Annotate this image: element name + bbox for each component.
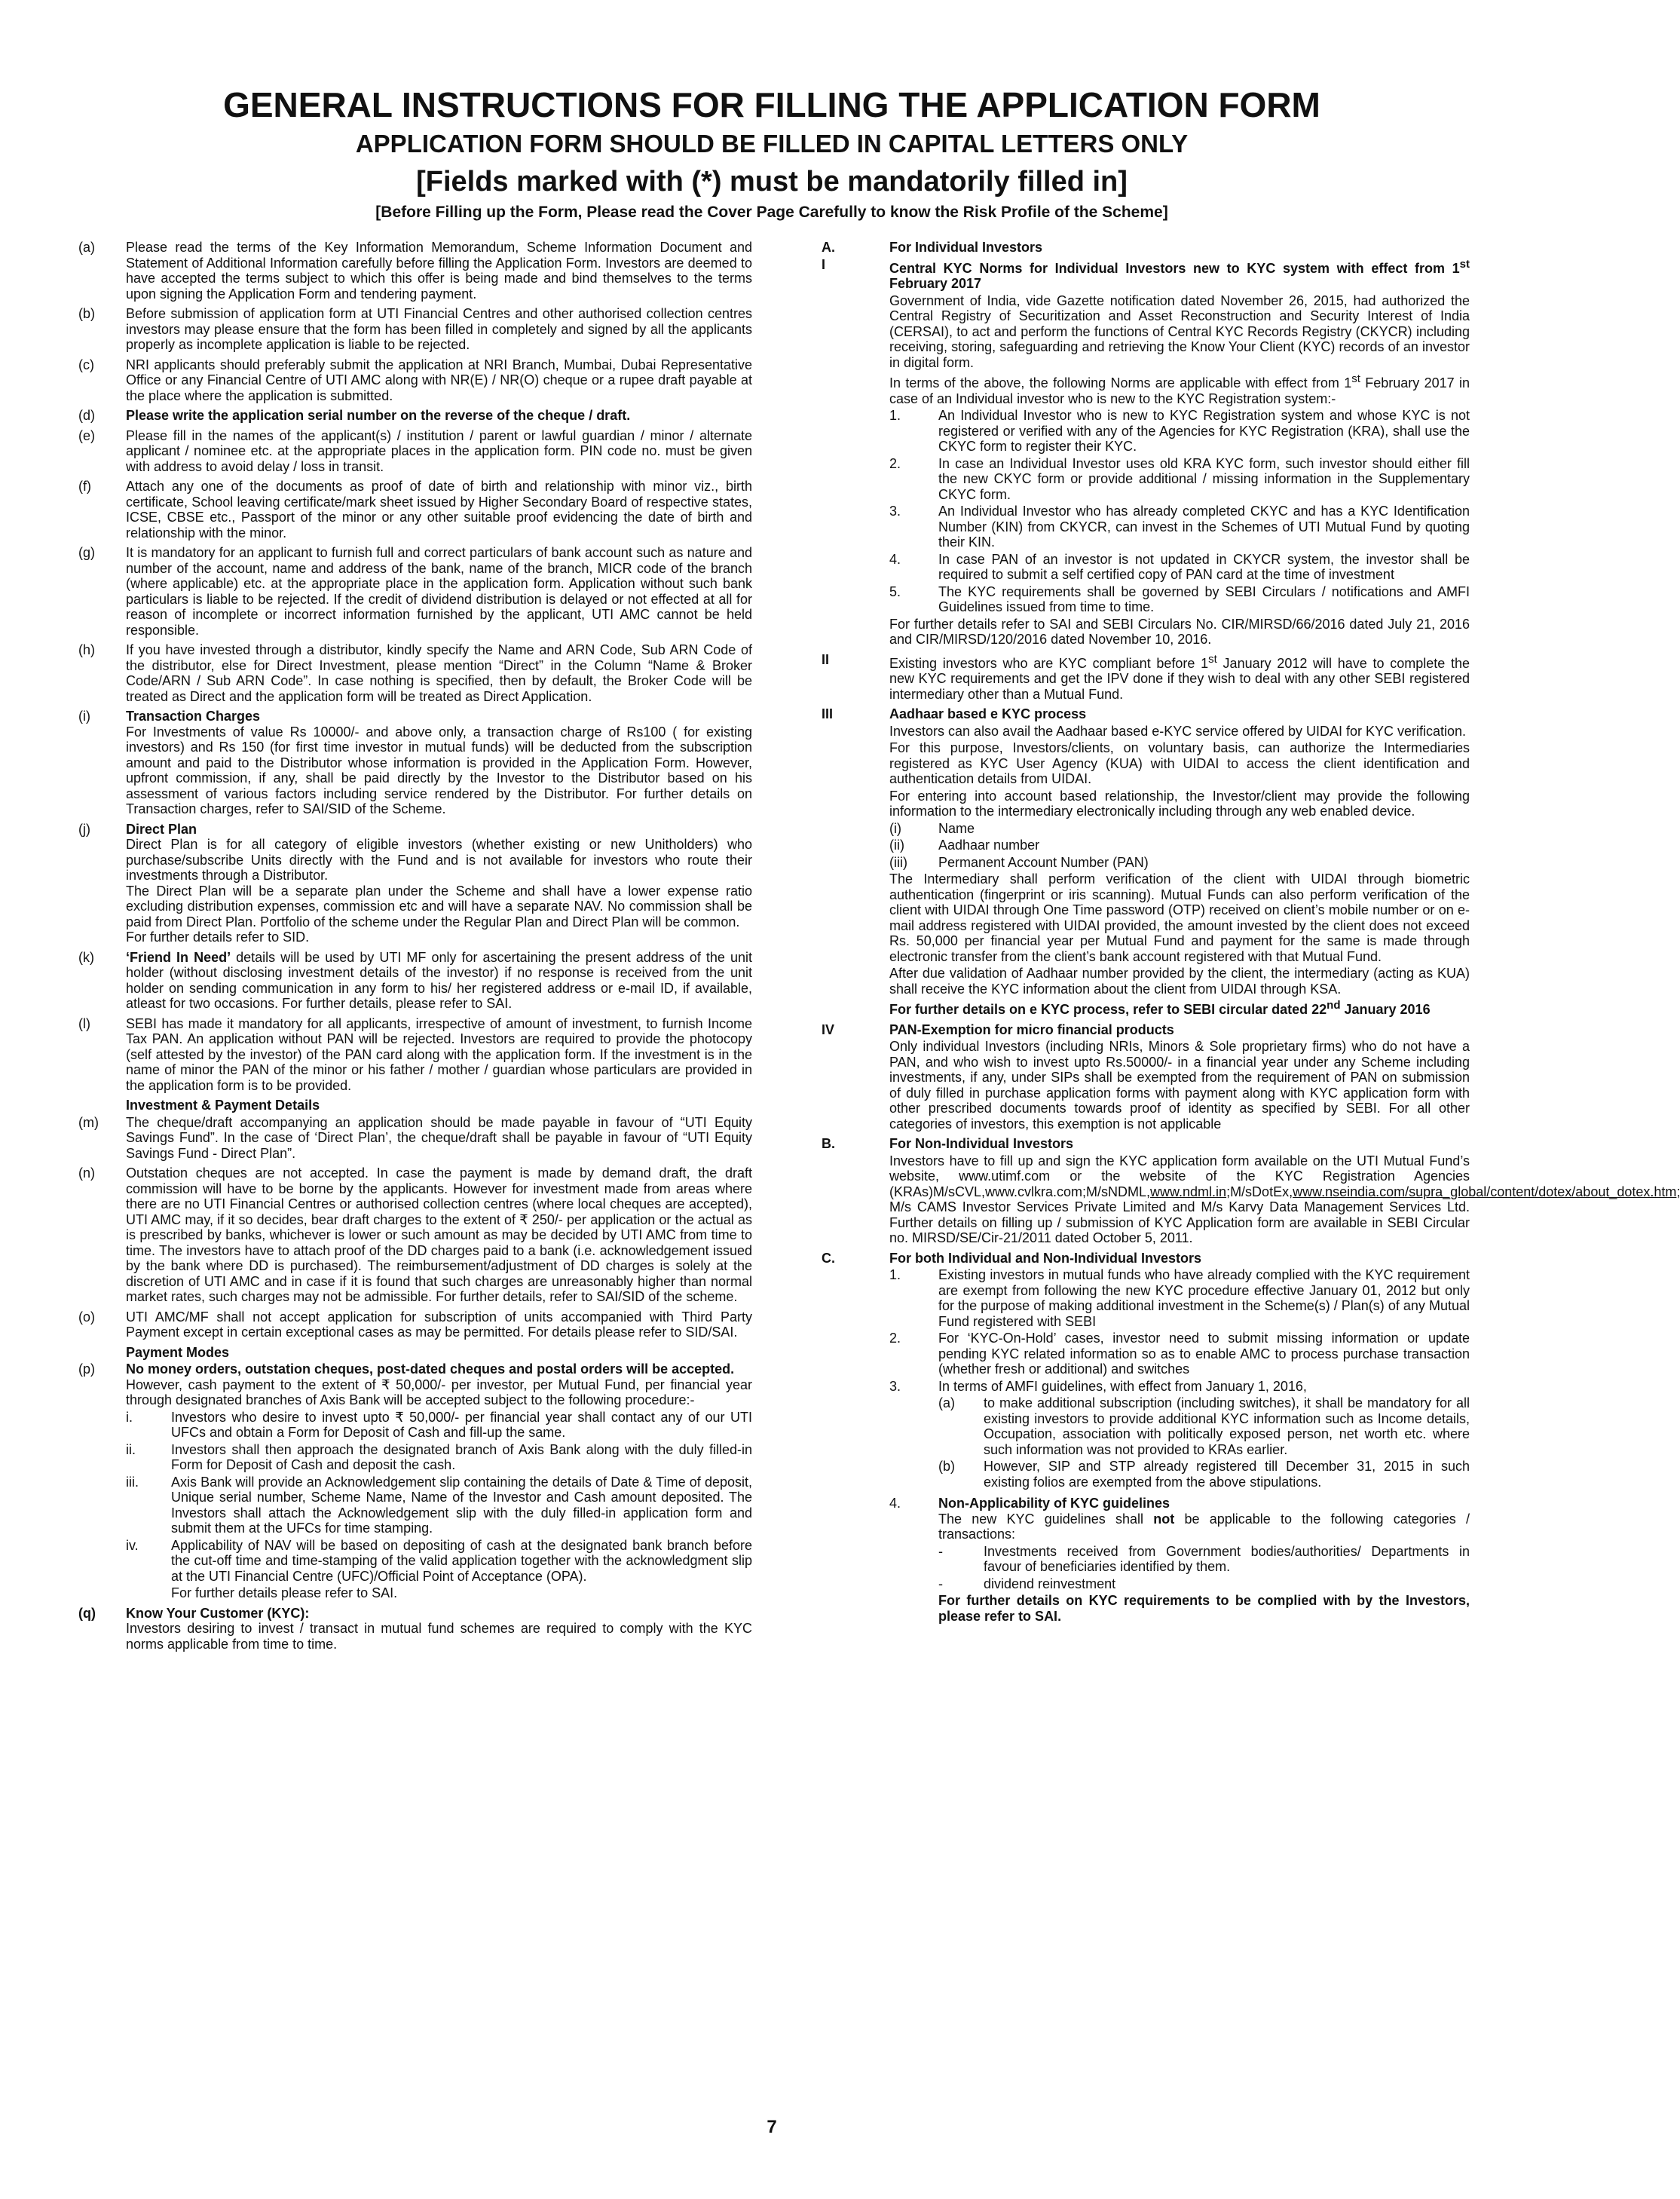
section-c: C. For both Individual and Non-Individual Investors 1. Existing investors in mutual funds who have already complied with the KYC requirement are exempt from following the new KYC procedure effective January 01, 2012 but only for the purpose of making additional investment in the Scheme(s) / Plan(s) of any Mutual Fund registered with SEBI 2. For ‘KYC-On-Hold’ cases, investor need to submit missing information or update pending KYC related information so as to enable AMC to process purchase transaction (whether fresh or additional) and switches 3. In terms of AMFI guidelines, with effect from January 1, 2016, (a) to make additional subscription (including switches), it shall be mandatory for all existing investors to provide additional KYC information such as Income details, Occupation, association with politically exposed person, net worth etc. where such information was not provided to KRAs earlier. (b) However, SIP and STP already registered till December 31, 2015 in such existing folios are exempted from the above stipulations. 4. Non-Applicability of KYC guidelines The new KYC guidelines shall not be applicable to the following categories / transactions: - Investments received from Government bodies/authorities/ Departments in favour of beneficiaries identified by them. - dividend reinvestment For further details on KYC requirements to be complied with by the Investors, please refer to SAI. <box>822 1250 1470 1624</box>
instruction-f: (f) Attach any one of the documents as proof of date of birth and relationship with minor viz., birth certificate, School leaving certificate/mark sheet issued by Higher Secondary Board of respective states, ICSE, CBSE etc., Passport of the minor or any other suitable proof evidencing the date of birth and relationship with the minor. <box>78 479 752 541</box>
investment-payment-heading: Investment & Payment Details <box>126 1098 320 1113</box>
instruction-o: (o) UTI AMC/MF shall not accept application for subscription of units accompanied with Third Party Payment except in certain exceptional cases as may be permitted. For details please refer to SID/SAI. <box>78 1309 752 1340</box>
cash-step-1: i. Investors who desire to invest upto ₹ 50,000/- per financial year shall contact any of our UTI UFCs and obtain a Form for Deposit of Cash and fill-up the same. <box>126 1409 752 1440</box>
section-b: B. For Non-Individual Investors Investors have to fill up and sign the KYC application form available on the UTI Mutual Fund’s website, www.utimf.com or the website of the KYC Registration Agencies (KRAs)M/sCVL,www.cvlkra.com;M/sNDML,www.ndml.in;M/sDotEx,www.nseindia.com/supra_global/content/dotex/about_dotex.htm; M/s CAMS Investor Services Private Limited and M/s Karvy Data Management Services Ltd. Further details on filling up / submission of KYC Application form are available in SEBI Circular no. MIRSD/SE/Cir-21/2011 dated October 5, 2011. <box>822 1136 1680 1245</box>
instruction-d: (d) Please write the application serial number on the reverse of the cheque / draft. <box>78 408 631 423</box>
instruction-i: (i) Transaction Charges For Investments of value Rs 10000/- and above only, a transaction charge of Rs100 ( for existing investors) and Rs 150 (for first time investor in mutual funds) will be deducted from the subscription amount and paid to the Distributor whose information is provided in the Application Form. However, upfront commission, if any, shall be paid directly by the Investor to the Distributor based on his assessment of various factors including service rendered by the Distributor. For further details on Transaction charges, refer to SAI/SID of the Scheme. <box>78 709 752 816</box>
aadhaar-heading: Aadhaar based e KYC process <box>889 706 1087 721</box>
page-number: 7 <box>767 2117 777 2137</box>
section-i: I Central KYC Norms for Individual Investors new to KYC system with effect from 1st February 2017 Government of India, vide Gazette notification dated November 26, 2015, had authorized the Central Registry of Securitization and Asset Reconstruction and Security Interest of India (CERSAI), to act and perform the functions of Central KYC Records Registry (CKYCR) including receiving, storing, safeguarding and retrieving the Know Your Client (KYC) records of an investor in digital form. In terms of the above, the following Norms are applicable with effect from 1st February 2017 in case of an Individual investor who is new to the KYC Registration system:- 1. An Individual Investor who is new to KYC Registration system and whose KYC is not registered or verified with any of the Agencies for KYC Registration (KRA), shall use the CKYC form to register their KYC. 2. In case an Individual Investor uses old KRA KYC form, such investor should either fill the new CKYC form or provide additional / missing information in the Supplementary CKYC form. 3. An Individual Investor who has already completed CKYC and has a KYC Identification Number (KIN) from CKYCR, can invest in the Schemes of UTI Mutual Fund by quoting their KIN. 4. In case PAN of an investor is not updated in CKYCR system, the investor shall be required to submit a self certified copy of PAN card at the time of investment 5. The KYC requirements shall be governed by SEBI Circulars / notifications and AMFI Guidelines issued from time to time. For further details refer to SAI and SEBI Circulars No. CIR/MIRSD/66/2016 dated July 21, 2016 and CIR/MIRSD/120/2016 dated November 10, 2016. <box>822 256 1470 647</box>
non-individual-heading: For Non-Individual Investors <box>889 1136 1074 1151</box>
left-column <box>78 240 752 1656</box>
section-a: A. For Individual Investors <box>822 240 1043 255</box>
dotex-link[interactable]: www.nseindia.com/supra_global/content/dotex/about_dotex.htm <box>1293 1184 1677 1199</box>
transaction-charges-heading: Transaction Charges <box>126 709 261 724</box>
cash-step-2: ii. Investors shall then approach the designated branch of Axis Bank along with the duly filled-in Form for Deposit of Cash and deposit the cash. <box>126 1441 752 1472</box>
ckyc-norm-3: 3. An Individual Investor who has already completed CKYC and has a KYC Identification Number (KIN) from CKYCR, can invest in the Schemes of UTI Mutual Fund by quoting their KIN. <box>889 504 1470 550</box>
ndml-link[interactable]: www.ndml.in <box>1150 1184 1227 1199</box>
payment-modes-heading: Payment Modes <box>126 1344 230 1360</box>
instruction-k: (k) ‘Friend In Need’ details will be used by UTI MF only for ascertaining the present address of the unit holder (without disclosing investment details of the investor) if no response is received from the unit holder on sending communication in any form to his/ her registered address or e-mail ID, if available, atleast for two occasions. For further details, please refer to SAI. <box>78 949 752 1011</box>
direct-plan-heading: Direct Plan <box>126 821 197 837</box>
cover-note: [Before Filling up the Form, Please read the Cover Page Carefully to know the Risk Profile of the Scheme] <box>375 204 1168 221</box>
pan-exemption-heading: PAN-Exemption for micro financial products <box>889 1021 1174 1037</box>
instruction-a: (a) Please read the terms of the Key Information Memorandum, Scheme Information Document and Statement of Additional Information carefully before filling the Application Form. Investors are deemed to have accepted the terms subject to which this offer is being made and bind themselves to the terms upon signing the Application Form and tendering payment. <box>78 240 752 302</box>
ckyc-norm-1: 1. An Individual Investor who is new to KYC Registration system and whose KYC is not registered or verified with any of the Agencies for KYC Registration (KRA), shall use the CKYC form to register their KYC. <box>889 408 1470 454</box>
instruction-g: (g) It is mandatory for an applicant to furnish full and correct particulars of bank account such as nature and number of the account, name and address of the bank, name of the branch, MICR code of the branch (where applicable) etc. at the appropriate place in the application form. Application without such bank particulars is liable to be rejected. If the credit of dividend distribution is delayed or not effected at all for reason of incomplete or incorrect information furnished by the applicant, UTI AMC cannot be held responsible. <box>78 545 752 638</box>
instruction-l: (l) SEBI has made it mandatory for all applicants, irrespective of amount of investment, to furnish Income Tax PAN. An application without PAN will be rejected. Investors are required to provide the photocopy (self attested by the investor) of the PAN card along with the application form. If the investment is in the name of minor the PAN of the minor or his father / mother / guardian whose particulars are provided in the application form is to be provided. <box>78 1015 752 1093</box>
ckyc-norm-5: 5. The KYC requirements shall be governed by SEBI Circulars / notifications and AMFI Guidelines issued from time to time. <box>889 583 1470 614</box>
page-title: GENERAL INSTRUCTIONS FOR FILLING THE APPLICATION FORM <box>223 85 1320 124</box>
right-column <box>822 240 1680 1628</box>
cash-step-3: iii. Axis Bank will provide an Acknowledgement slip containing the details of Date & Time of deposit, Unique serial number, Scheme Name, Name of the Investor and Cash amount deposited. The Investors shall attach the Acknowledgement slip with the duly filled-in application form and submit them at the UFCs for time stamping. <box>126 1474 752 1536</box>
cash-step-4: iv. Applicability of NAV will be based on depositing of cash at the designated bank branch before the cut-off time and time-stamping of the valid application together with the acknowledgment slip at the UTI Financial Centre (UFC)/Official Point of Acceptance (OPA). <box>126 1537 752 1584</box>
instruction-m: (m) The cheque/draft accompanying an application should be made payable in favour of “UTI Equity Savings Fund”. In the case of ‘Direct Plan’, the cheque/draft shall be payable in favour of “UTI Equity Savings Fund - Direct Plan”. <box>78 1114 752 1161</box>
kyc-heading: Know Your Customer (KYC): <box>126 1605 310 1621</box>
non-applicability-heading: Non-Applicability of KYC guidelines <box>938 1496 1170 1511</box>
mandatory-note: [Fields marked with (*) must be mandatorily filled in] <box>416 166 1128 198</box>
instruction-j: (j) Direct Plan Direct Plan is for all category of eligible investors (whether existing or new Unitholders) who purchase/subscribe Units directly with the Fund and is not available for investors who route their investments through a Distributor. The Direct Plan will be a separate plan under the Scheme and shall have a lower expense ratio excluding distribution expenses, commission etc and will have a separate NAV. No commission shall be paid from Direct Plan. Portfolio of the scheme under the Regular Plan and Direct Plan will be common. For further details refer to SID. <box>78 821 752 945</box>
instruction-e: (e) Please fill in the names of the applicant(s) / institution / parent or lawful guardian / minor / alternate applicant / nominee etc. at the appropriate places in the application form. PIN code no. must be given with address to avoid delay / loss in transit. <box>78 427 752 474</box>
instruction-h: (h) If you have invested through a distributor, kindly specify the Name and ARN Code, Sub ARN Code of the distributor, else for Direct Investment, please mention “Direct” in the Column “Name & Broker Code/ARN / Sub ARN Code”. In case nothing is specified, then by default, the Broker Code will be treated as Direct and the application form will be treated as Direct Application. <box>78 642 752 704</box>
instruction-p: (p) No money orders, outstation cheques, post-dated cheques and postal orders will be accepted. However, cash payment to the extent of ₹ 50,000/- per investor, per Mutual Fund, per financial year through designated branches of Axis Bank will be accepted subject to the following procedure:- i. Investors who desire to invest upto ₹ 50,000/- per financial year shall contact any of our UTI UFCs and obtain a Form for Deposit of Cash and fill-up the same. ii. Investors shall then approach the designated branch of Axis Bank along with the duly filled-in Form for Deposit of Cash and deposit the cash. iii. Axis Bank will provide an Acknowledgement slip containing the details of Date & Time of deposit, Unique serial number, Scheme Name, Name of the Investor and Cash amount deposited. The Investors shall attach the Acknowledgement slip with the duly filled-in application form and submit them at the UFCs for time stamping. iv. Applicability of NAV will be based on depositing of cash at the designated bank branch before the cut-off time and time-stamping of the valid application together with the acknowledgment slip at the UTI Financial Centre (UFC)/Official Point of Acceptance (OPA). For further details please refer to SAI. <box>78 1361 752 1600</box>
instruction-q: (q) Know Your Customer (KYC): Investors desiring to invest / transact in mutual fund schemes are required to comply with the KYC norms applicable from time to time. <box>78 1605 752 1652</box>
instruction-c: (c) NRI applicants should preferably submit the application at NRI Branch, Mumbai, Dubai Representative Office or any Financial Centre of UTI AMC along with NR(E) / NR(O) cheque or a rupee draft payable at the place where the application is submitted. <box>78 357 752 403</box>
section-ii: II Existing investors who are KYC compliant before 1st January 2012 will have to complete the new KYC requirements and get the IPV done if they wish to deal with any other SEBI registered intermediary other than a Mutual Fund. <box>822 651 1470 702</box>
both-investors-heading: For both Individual and Non-Individual Investors <box>889 1250 1202 1266</box>
ckyc-norm-2: 2. In case an Individual Investor uses old KRA KYC form, such investor should either fill the new CKYC form or provide additional / missing information in the Supplementary CKYC form. <box>889 455 1470 502</box>
ckyc-norm-4: 4. In case PAN of an investor is not updated in CKYCR system, the investor shall be required to submit a self certified copy of PAN card at the time of investment <box>889 551 1470 582</box>
section-iv: IV PAN-Exemption for micro financial products Only individual Investors (including NRIs, Minors & Sole proprietary firms) who do not have a PAN, and who wish to invest upto Rs.50000/- in a financial year under any Scheme including investments, if any, under SIPs shall be exempted from the requirement of PAN on submission of duly filled in purchase application forms with payment along with KYC application form with other prescribed documents towards proof of identity as specified by SEBI. For all other categories of investors, this exemption is not applicable <box>822 1021 1470 1132</box>
instruction-b: (b) Before submission of application form at UTI Financial Centres and other authorised collection centres investors may please ensure that the form has been filled in completely and signed by all the applicants properly as incomplete application is liable to be rejected. <box>78 306 752 352</box>
instruction-n: (n) Outstation cheques are not accepted. In case the payment is made by demand draft, the draft commission will have to be borne by the applicants. However for investment made from areas where there are no UTI Financial Centres or authorised collection centres (where local cheques are accepted), UTI AMC may, if it so decides, bear draft charges to the extent of ₹ 250/- per application or the actual as is prescribed by banks, whichever is lower or such amount as may be decided by UTI AMC from time to time. The investors have to attach proof of the DD charges paid to a bank (i.e. acknowledgement issued by the bank where DD is purchased). The reimbursement/adjustment of DD charges is solely at the discretion of UTI AMC and in case if it is found that such charges are unreasonably higher than normal market rates, such charges may not be admissible. For further details, refer to SAI/SID of the scheme. <box>78 1165 752 1304</box>
section-iii: III Aadhaar based e KYC process Investors can also avail the Aadhaar based e-KYC service offered by UIDAI for KYC verification. For this purpose, Investors/clients, on voluntary basis, can authorize the Intermediaries registered as KYC User Agency (KUA) with UIDAI to access the client identification and authentication details from UIDAI. For entering into account based relationship, the Investor/client may provide the following information to the intermediary electronically including through any web enabled device. (i) Name (ii) Aadhaar number (iii) Permanent Account Number (PAN) The Intermediary shall perform verification of the client with UIDAI through biometric authentication (fingerprint or iris scanning). Mutual Funds can also perform verification of the client with UIDAI through One Time password (OTP) received on client’s mobile number or on e-mail address registered with UIDAI provided, the amount invested by the client does not exceed Rs. 50,000 per financial year per Mutual Fund and payment for the same is made through electronic transfer from the client’s bank account registered with that Mutual Fund. After due validation of Aadhaar number provided by the client, the intermediary (acting as KUA) shall receive the KYC information about the client from UIDAI through KSA. For further details on e KYC process, refer to SEBI circular dated 22nd January 2016 <box>822 706 1470 1017</box>
page-subtitle: APPLICATION FORM SHOULD BE FILLED IN CAPITAL LETTERS ONLY <box>355 130 1189 158</box>
